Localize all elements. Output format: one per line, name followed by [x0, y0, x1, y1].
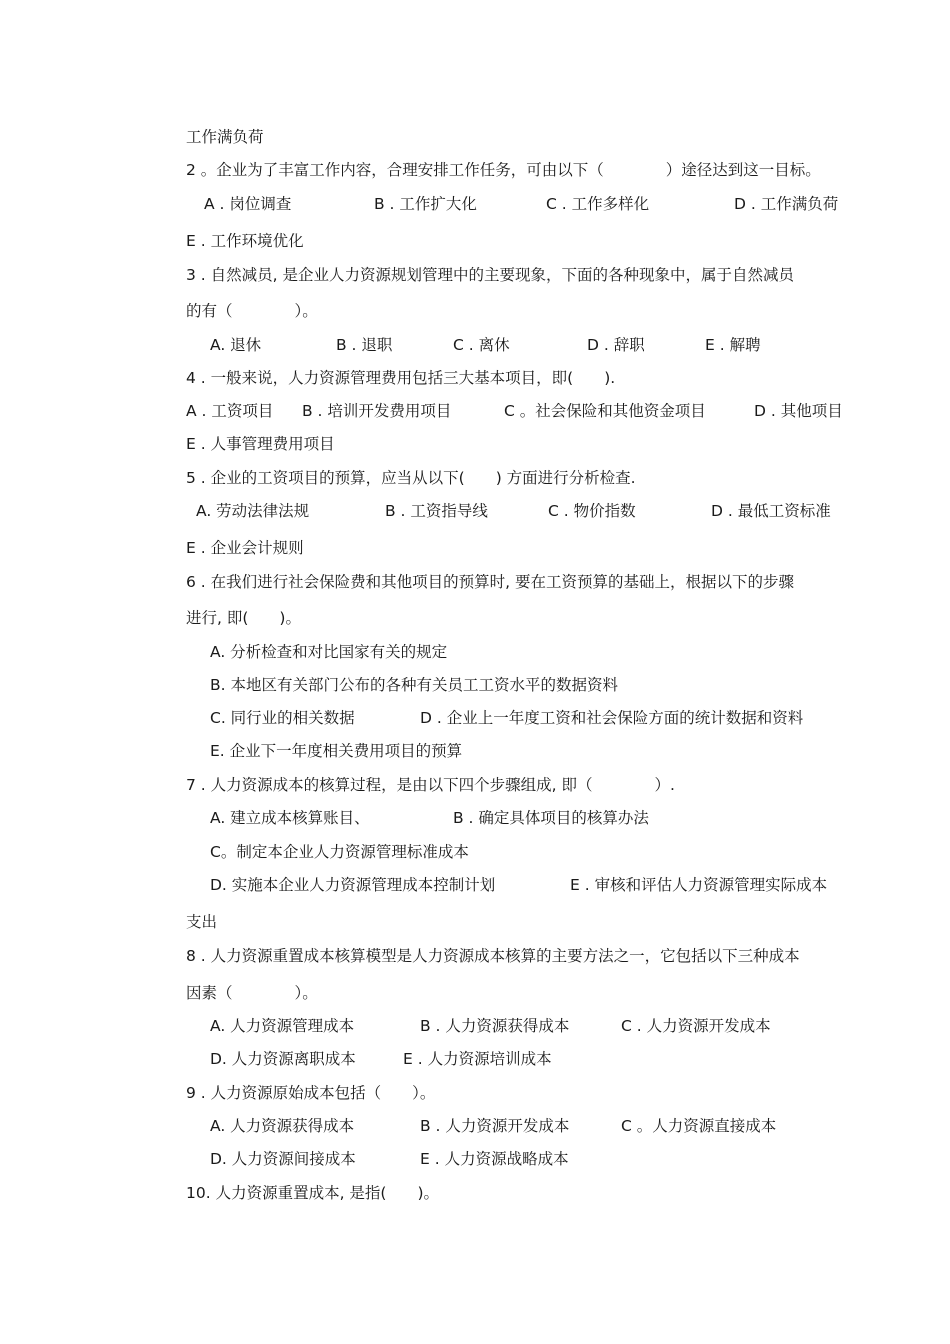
text-line: 工作满负荷: [186, 128, 264, 146]
option-e: E . 人力资源战略成本: [420, 1150, 569, 1168]
option-d: D . 辞职: [587, 336, 645, 354]
option-e: E. 企业下一年度相关费用项目的预算: [210, 742, 463, 760]
option-a: A. 退休: [210, 336, 262, 354]
option-a: A. 人力资源管理成本: [210, 1017, 355, 1035]
option-e: E . 人事管理费用项目: [186, 435, 335, 453]
option-b: B . 人力资源开发成本: [420, 1117, 570, 1135]
question-4: 4 . 一般来说，人力资源管理费用包括三大基本项目，即( ).: [186, 369, 616, 387]
option-b: B. 本地区有关部门公布的各种有关员工工资水平的数据资料: [210, 676, 618, 694]
question-7: 7 . 人力资源成本的核算过程，是由以下四个步骤组成, 即（ ）.: [186, 776, 675, 794]
option-d: D. 人力资源间接成本: [210, 1150, 356, 1168]
option-c: C . 人力资源开发成本: [621, 1017, 771, 1035]
option-c: C 。人力资源直接成本: [621, 1117, 777, 1135]
option-d: D . 最低工资标准: [711, 502, 831, 520]
option-d: D . 工作满负荷: [734, 195, 839, 213]
option-c: C 。社会保险和其他资金项目: [504, 402, 706, 420]
option-e: E . 解聘: [705, 336, 761, 354]
option-b: B . 工作扩大化: [374, 195, 477, 213]
question-9: 9 . 人力资源原始成本包括（ ）。: [186, 1084, 436, 1102]
option-e: E . 审核和评估人力资源管理实际成本: [570, 876, 828, 894]
option-e: E . 企业会计规则: [186, 539, 304, 557]
question-3: 3 . 自然减员, 是企业人力资源规划管理中的主要现象，下面的各种现象中，属于自然减员: [186, 266, 794, 284]
option-b: B . 工资指导线: [385, 502, 488, 520]
option-e: E . 工作环境优化: [186, 232, 304, 250]
option-b: B . 退职: [336, 336, 393, 354]
question-8: 8 . 人力资源重置成本核算模型是人力资源成本核算的主要方法之一，它包括以下三种成本: [186, 947, 800, 965]
option-c: C . 物价指数: [548, 502, 636, 520]
text-line: 进行, 即( )。: [186, 609, 301, 627]
question-5: 5 . 企业的工资项目的预算，应当从以下( ) 方面进行分析检查.: [186, 469, 636, 487]
question-10: 10. 人力资源重置成本, 是指( )。: [186, 1184, 440, 1202]
option-b: B . 确定具体项目的核算办法: [453, 809, 649, 827]
text-line: 的有（ ）。: [186, 302, 318, 320]
text-line: 支出: [186, 913, 218, 931]
text-line: 因素（ ）。: [186, 984, 318, 1002]
option-a: A. 分析检查和对比国家有关的规定: [210, 643, 448, 661]
option-c: C. 同行业的相关数据: [210, 709, 355, 727]
option-e: E . 人力资源培训成本: [403, 1050, 552, 1068]
option-a: A . 工资项目: [186, 402, 274, 420]
option-d: D . 企业上一年度工资和社会保险方面的统计数据和资料: [420, 709, 804, 727]
option-c: C . 离休: [453, 336, 510, 354]
option-a: A. 劳动法律法规: [196, 502, 310, 520]
option-d: D. 实施本企业人力资源管理成本控制计划: [210, 876, 496, 894]
option-c: C。制定本企业人力资源管理标准成本: [210, 843, 469, 861]
option-b: B . 人力资源获得成本: [420, 1017, 570, 1035]
option-d: D . 其他项目: [754, 402, 843, 420]
question-2: 2 。企业为了丰富工作内容，合理安排工作任务，可由以下（ ）途径达到这一目标。: [186, 161, 821, 179]
option-a: A . 岗位调查: [204, 195, 292, 213]
question-6: 6 . 在我们进行社会保险费和其他项目的预算时, 要在工资预算的基础上，根据以下的步骤: [186, 573, 794, 591]
option-b: B . 培训开发费用项目: [302, 402, 452, 420]
option-c: C . 工作多样化: [546, 195, 650, 213]
option-a: A. 人力资源获得成本: [210, 1117, 355, 1135]
option-d: D. 人力资源离职成本: [210, 1050, 356, 1068]
option-a: A. 建立成本核算账目、: [210, 809, 370, 827]
